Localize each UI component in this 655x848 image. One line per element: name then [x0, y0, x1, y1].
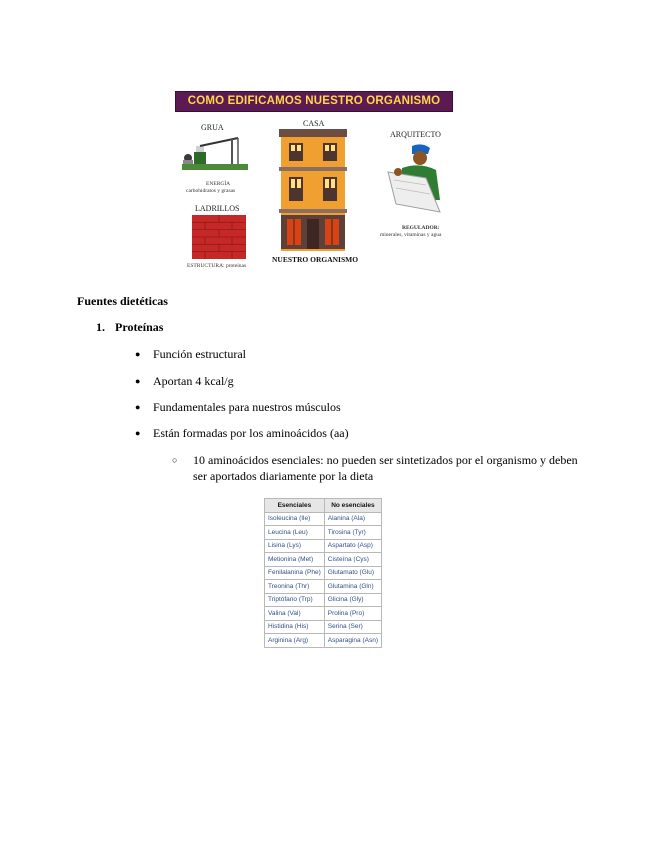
- table-row: [265, 620, 382, 634]
- table-header-esenciales: Esenciales: [265, 499, 325, 513]
- amino-acids-table: [264, 498, 382, 648]
- table-row: [265, 539, 382, 553]
- bullet-text: Fundamentales para nuestros músculos: [153, 400, 341, 414]
- bullet-dot-icon: ●: [135, 349, 141, 359]
- table-row: [265, 593, 382, 607]
- table-cell[interactable]: Leucina (Leu): [265, 526, 325, 540]
- casa-caption: NUESTRO ORGANISMO: [272, 255, 359, 264]
- bullet-text: Aportan 4 kcal/g: [153, 374, 234, 388]
- table-cell[interactable]: Prolina (Pro): [324, 607, 381, 621]
- crane-icon: [180, 134, 250, 178]
- arquitecto-caption-minerales: minerales, vitaminas y agua: [380, 232, 442, 238]
- bullet-item: [135, 426, 349, 441]
- numbered-item-number: 1.: [96, 320, 105, 334]
- table-row: [265, 607, 382, 621]
- table-header-row: [265, 499, 382, 513]
- table-cell[interactable]: Glicina (Gly): [324, 593, 381, 607]
- casa-label: CASA: [303, 119, 325, 128]
- grua-label: GRUA: [201, 123, 224, 132]
- table-cell[interactable]: Fenilalanina (Phe): [265, 566, 325, 580]
- table-cell[interactable]: Alanina (Ala): [324, 512, 381, 526]
- table-cell[interactable]: Tirosina (Tyr): [324, 526, 381, 540]
- section-heading: Fuentes dietéticas: [77, 294, 168, 308]
- circle-bullet-icon: ○: [172, 455, 178, 465]
- table-row: [265, 580, 382, 594]
- numbered-item-proteinas: [96, 320, 163, 335]
- table-cell[interactable]: Cisteína (Cys): [324, 553, 381, 567]
- bullet-item: [135, 374, 234, 389]
- table-cell[interactable]: Arginina (Arg): [265, 634, 325, 648]
- bullet-dot-icon: ●: [135, 428, 141, 438]
- table-cell[interactable]: Glutamato (Glu): [324, 566, 381, 580]
- table-cell[interactable]: Lisina (Lys): [265, 539, 325, 553]
- architect-icon: [382, 142, 448, 222]
- arquitecto-label: ARQUITECTO: [390, 130, 441, 139]
- ladrillos-label: LADRILLOS: [195, 204, 240, 213]
- grua-caption-carbohidratos: carbohidratos y grasas: [186, 188, 236, 194]
- table-cell[interactable]: Asparagina (Asn): [324, 634, 381, 648]
- bullet-item: [135, 400, 341, 415]
- table-header-no-esenciales: No esenciales: [324, 499, 381, 513]
- table-cell[interactable]: Aspartato (Asp): [324, 539, 381, 553]
- bullet-item: [135, 347, 246, 362]
- table-cell[interactable]: Metionina (Met): [265, 553, 325, 567]
- numbered-item-label: Proteínas: [115, 320, 164, 334]
- house-icon: [277, 129, 349, 251]
- bricks-icon: [192, 215, 246, 259]
- table-cell[interactable]: Glutamina (Gln): [324, 580, 381, 594]
- table-cell[interactable]: Valina (Val): [265, 607, 325, 621]
- bullet-dot-icon: ●: [135, 402, 141, 412]
- bullet-text: Función estructural: [153, 347, 246, 361]
- ladrillos-caption: ESTRUCTURA: proteínas: [187, 263, 247, 269]
- arquitecto-caption-regulador: REGULADOR:: [402, 225, 440, 231]
- table-cell[interactable]: Treonina (Thr): [265, 580, 325, 594]
- nutrition-infographic: [172, 84, 494, 278]
- table-cell[interactable]: Serina (Ser): [324, 620, 381, 634]
- table-row: [265, 526, 382, 540]
- sub-bullet-text: 10 aminoácidos esenciales: no pueden ser sintetizados por el organismo y deben ser aportados diariamente por la dieta: [193, 453, 578, 483]
- grua-caption-energia: ENERGÍA: [206, 181, 231, 187]
- bullet-dot-icon: ●: [135, 376, 141, 386]
- table-cell[interactable]: Triptófano (Trp): [265, 593, 325, 607]
- table-row: [265, 553, 382, 567]
- table-row: [265, 566, 382, 580]
- infographic-banner: COMO EDIFICAMOS NUESTRO ORGANISMO: [175, 91, 453, 112]
- table-row: [265, 512, 382, 526]
- table-row: [265, 634, 382, 648]
- table-cell[interactable]: Histidina (His): [265, 620, 325, 634]
- bullet-text: Están formadas por los aminoácidos (aa): [153, 426, 349, 440]
- table-cell[interactable]: Isoleucina (Ile): [265, 512, 325, 526]
